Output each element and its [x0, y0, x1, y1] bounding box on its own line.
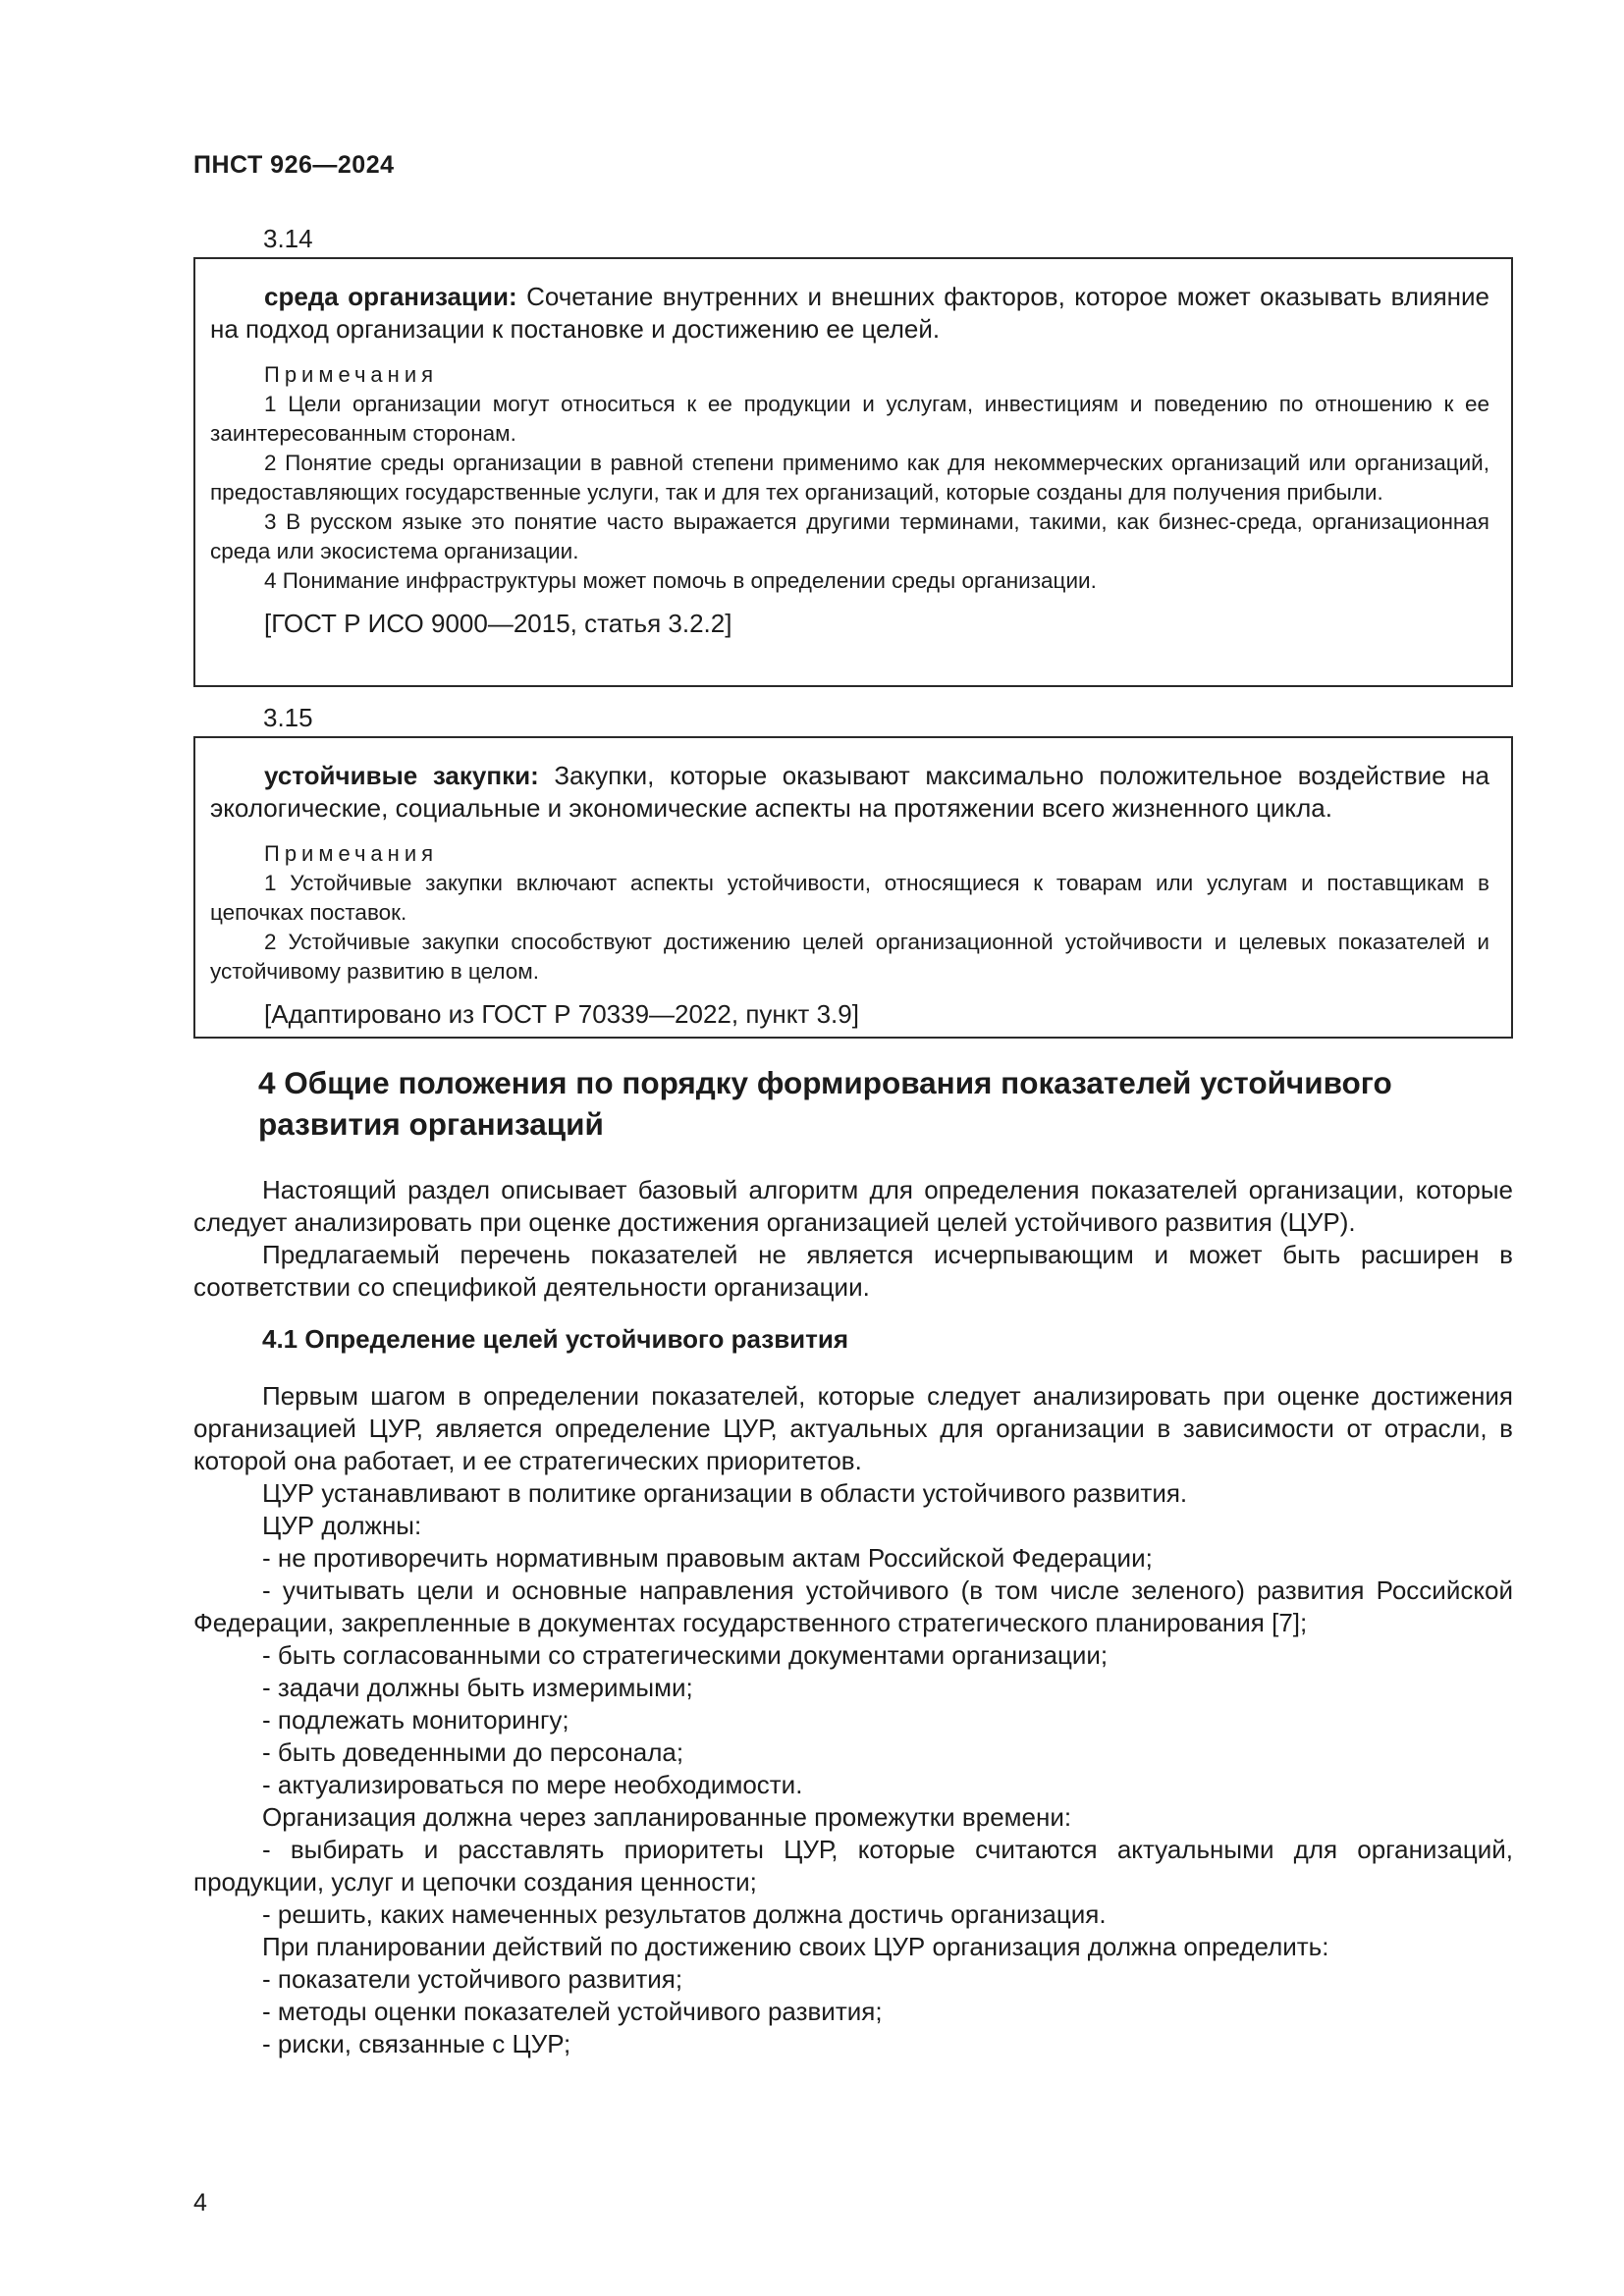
- list-item: - методы оценки показателей устойчивого развития;: [262, 1997, 883, 2026]
- list-item: - подлежать мониторингу;: [262, 1705, 569, 1735]
- paragraph: Предлагаемый перечень показателей не является исчерпывающим и может быть расширен в соответствии со спецификой деятельности организации.: [193, 1240, 1513, 1302]
- term-name: устойчивые закупки:: [264, 761, 539, 790]
- term-number-3-15: 3.15: [263, 703, 313, 732]
- list-item: - не противоречить нормативным правовым актам Российской Федерации;: [262, 1543, 1153, 1573]
- note-item: 2 Устойчивые закупки способствуют достижению целей организационной устойчивости и целевых показателей и устойчивому развитию в целом.: [210, 930, 1489, 984]
- paragraph: При планировании действий по достижению своих ЦУР организация должна определить:: [262, 1932, 1329, 1961]
- list-item: - риски, связанные с ЦУР;: [262, 2029, 571, 2058]
- list-item: - учитывать цели и основные направления устойчивого (в том числе зеленого) развития Российской Федерации, закрепленные в документах государственного стратегического планирования [7];: [193, 1575, 1513, 1637]
- paragraph: Организация должна через запланированные промежутки времени:: [262, 1802, 1072, 1832]
- paragraph: Настоящий раздел описывает базовый алгоритм для определения показателей организации, которые следует анализировать при оценке достижения организацией целей устойчивого развития (ЦУР).: [193, 1175, 1513, 1237]
- term-name: среда организации:: [264, 282, 517, 311]
- term-number-3-14: 3.14: [263, 224, 313, 253]
- section-intro: [193, 1174, 1513, 1304]
- list-item: - решить, каких намеченных результатов должна достичь организация.: [262, 1899, 1107, 1929]
- paragraph: ЦУР должны:: [262, 1511, 422, 1540]
- source-reference: [Адаптировано из ГОСТ Р 70339—2022, пункт 3.9]: [264, 999, 859, 1029]
- list-item: - быть согласованными со стратегическими документами организации;: [262, 1640, 1109, 1670]
- note-item: 3 В русском языке это понятие часто выражается другими терминами, такими, как бизнес-среда, организационная среда или экосистема организации.: [210, 509, 1489, 563]
- note-item: 1 Цели организации могут относиться к ее продукции и услугам, инвестициям и поведению по отношению к ее заинтересованным сторонам.: [210, 392, 1489, 446]
- notes-heading: Примечания: [264, 841, 439, 866]
- term-box-3-14: [193, 257, 1513, 687]
- list-item: - выбирать и расставлять приоритеты ЦУР, которые считаются актуальными для организаций, продукции, услуг и цепочки создания ценности;: [193, 1835, 1513, 1896]
- subsection-4-1: [193, 1323, 1513, 2060]
- term-definition: [210, 281, 1489, 346]
- definition-text: Сочетание внутренних и внешних факторов, которое может оказывать влияние на подход организации к постановке и достижению ее целей.: [210, 282, 1489, 344]
- note-item: 2 Понятие среды организации в равной степени применимо как для некоммерческих организаций или организаций, предоставляющих государственные услуги, так и для тех организаций, которые созданы для получения прибыли.: [210, 451, 1489, 505]
- notes-heading: Примечания: [264, 362, 439, 387]
- term-box-3-15: [193, 736, 1513, 1039]
- document-code-header: ПНСТ 926—2024: [193, 151, 395, 179]
- term-definition: [210, 760, 1489, 825]
- paragraph: Первым шагом в определении показателей, которые следует анализировать при оценке достижения организацией ЦУР, является определение ЦУР, актуальных для организации в зависимости от отрасли, в которой она работает, и ее стратегических приоритетов.: [193, 1381, 1513, 1475]
- list-item: - показатели устойчивого развития;: [262, 1964, 683, 1994]
- note-item: 1 Устойчивые закупки включают аспекты устойчивости, относящиеся к товарам или услугам и поставщикам в цепочках поставок.: [210, 871, 1489, 925]
- list-item: - актуализироваться по мере необходимости.: [262, 1770, 803, 1799]
- definition-text: Закупки, которые оказывают максимально положительное воздействие на экологические, социальные и экономические аспекты на протяжении всего жизненного цикла.: [210, 761, 1490, 823]
- paragraph: ЦУР устанавливают в политике организации в области устойчивого развития.: [262, 1478, 1188, 1508]
- page-number: 4: [193, 2189, 207, 2216]
- section-title: 4 Общие положения по порядку формирования показателей устойчивого развития организаций: [258, 1065, 1392, 1142]
- source-reference: [ГОСТ Р ИСО 9000—2015, статья 3.2.2]: [264, 609, 732, 638]
- list-item: - задачи должны быть измеримыми;: [262, 1673, 693, 1702]
- subsection-title: 4.1 Определение целей устойчивого развития: [262, 1324, 849, 1354]
- note-item: 4 Понимание инфраструктуры может помочь в определении среды организации.: [264, 568, 1097, 593]
- list-item: - быть доведенными до персонала;: [262, 1737, 684, 1767]
